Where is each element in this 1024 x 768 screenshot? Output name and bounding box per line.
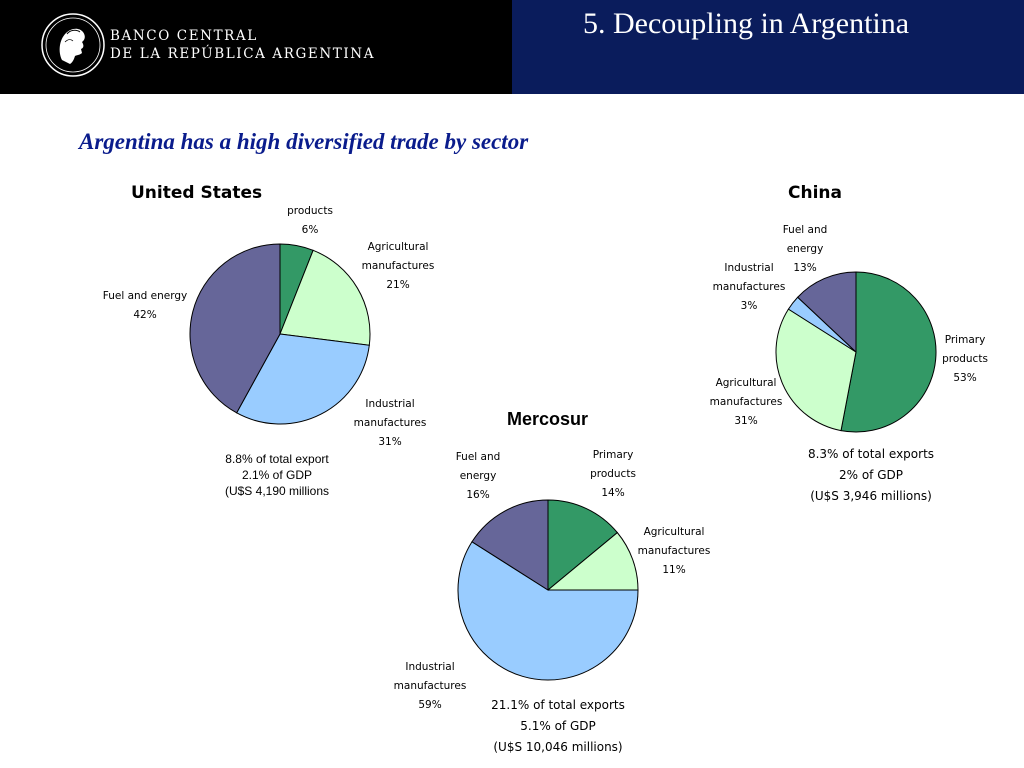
cn-label-agricultural: [700, 374, 792, 431]
us-label-agricultural: [352, 238, 444, 295]
me-summary-share: 21.1% of total exports: [491, 698, 625, 712]
cn-label-primary: [926, 331, 1004, 388]
us-label-agricultural-line2: manufactures: [361, 260, 435, 272]
me-label-agricultural: [628, 523, 720, 580]
cn-label-primary-line1: Primary: [944, 334, 986, 346]
slide-subtitle: Argentina has a high diversified trade by sector: [79, 129, 529, 154]
me-label-fuel-line1: Fuel and: [455, 451, 501, 463]
me-label-primary-pct: 14%: [601, 487, 625, 499]
cn-summary-gdp: 2% of GDP: [838, 468, 903, 482]
us-label-industrial-pct: 31%: [378, 436, 402, 448]
us-label-primary-pct: 6%: [301, 224, 319, 236]
me-label-industrial-line1: Industrial: [405, 661, 455, 673]
me-label-industrial-line2: manufactures: [393, 680, 467, 692]
me-summary: [478, 695, 638, 758]
us-label-primary-line: products: [287, 205, 333, 217]
cn-label-fuel: [767, 221, 843, 278]
cn-label-fuel-line1: Fuel and: [782, 224, 828, 236]
us-label-fuel: [95, 287, 195, 325]
me-label-industrial: [384, 658, 476, 715]
pie-china: [776, 272, 936, 432]
us-label-fuel-pct: 42%: [133, 309, 157, 321]
cn-summary-share: 8.3% of total exports: [807, 447, 935, 461]
us-summary: [197, 451, 357, 499]
me-label-fuel-line2: energy: [459, 470, 497, 482]
us-label-industrial-line2: manufactures: [353, 417, 427, 429]
us-label-agricultural-line1: Agricultural: [367, 241, 429, 253]
chart-title-united-states: United States: [131, 183, 263, 203]
me-label-primary-line2: products: [590, 468, 636, 480]
me-summary-value: (U$S 10,046 millions): [493, 740, 623, 754]
pie-mercosur: [458, 500, 638, 680]
me-label-industrial-pct: 59%: [418, 699, 442, 711]
us-label-fuel-line1: Fuel and energy: [102, 290, 188, 302]
cn-label-industrial-line1: Industrial: [724, 262, 774, 274]
me-label-agricultural-line2: manufactures: [637, 545, 711, 557]
me-label-fuel: [442, 448, 514, 505]
cn-label-agricultural-pct: 31%: [734, 415, 758, 427]
us-label-industrial: [344, 395, 436, 452]
chart-title-china: China: [788, 183, 842, 203]
us-label-agricultural-pct: 21%: [386, 279, 410, 291]
us-label-industrial-line1: Industrial: [365, 398, 415, 410]
cn-label-industrial-pct: 3%: [740, 300, 758, 312]
cn-label-industrial-line2: manufactures: [712, 281, 786, 293]
slide-title: 5. Decoupling in Argentina: [583, 7, 910, 40]
bank-name-line1: BANCO CENTRAL: [110, 28, 258, 44]
me-label-agricultural-line1: Agricultural: [643, 526, 705, 538]
bank-name-line2: DE LA REPÚBLICA ARGENTINA: [110, 46, 376, 62]
us-summary-share: 8.8% of total export: [225, 452, 329, 466]
me-summary-gdp: 5.1% of GDP: [520, 719, 596, 733]
cn-label-fuel-line2: energy: [786, 243, 824, 255]
cn-label-fuel-pct: 13%: [793, 262, 817, 274]
pie-united-states: [190, 244, 370, 424]
us-label-primary: [270, 202, 350, 240]
me-label-agricultural-pct: 11%: [662, 564, 686, 576]
us-summary-value: (U$S 4,190 millions: [224, 484, 330, 498]
me-label-fuel-pct: 16%: [466, 489, 490, 501]
cn-label-agricultural-line2: manufactures: [709, 396, 783, 408]
cn-label-primary-line2: products: [942, 353, 988, 365]
me-label-primary: [573, 446, 653, 503]
cn-label-agricultural-line1: Agricultural: [715, 377, 777, 389]
me-label-primary-line1: Primary: [592, 449, 634, 461]
cn-summary-value: (U$S 3,946 millions): [810, 489, 932, 503]
cn-summary: [791, 444, 951, 507]
us-summary-gdp: 2.1% of GDP: [241, 468, 313, 482]
chart-title-mercosur: Mercosur: [507, 409, 589, 429]
cn-label-primary-pct: 53%: [953, 372, 977, 384]
